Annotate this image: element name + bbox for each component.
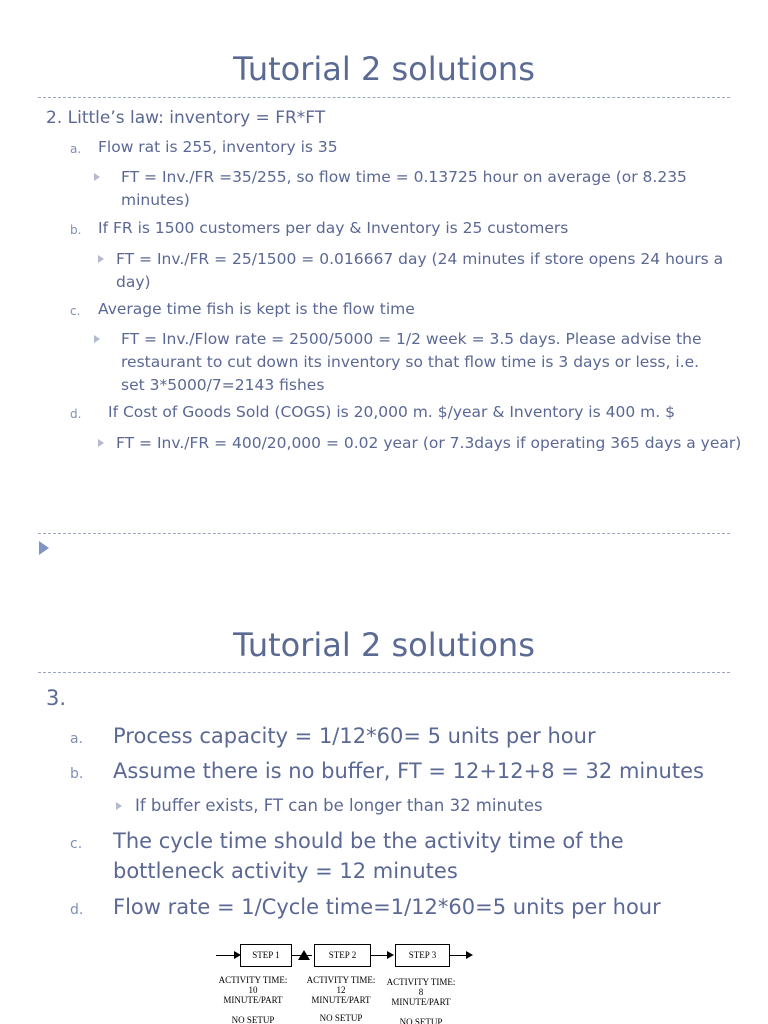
flow-arrow (216, 955, 236, 956)
marker-d: d. (70, 407, 82, 421)
bullet-icon (98, 439, 104, 447)
marker-c: c. (70, 304, 81, 318)
item-2c-sub-line1: FT = Inv./Flow rate = 2500/5000 = 1/2 week = 3.5 days. Please advise the (121, 330, 702, 348)
marker-a: a. (70, 142, 82, 156)
marker-b: b. (70, 766, 84, 782)
item-2a: Flow rat is 255, inventory is 35 (98, 138, 338, 156)
item-2: 2. Little’s law: inventory = FR*FT (46, 108, 326, 128)
arrow-head-icon (466, 951, 473, 959)
marker-c: c. (70, 836, 83, 852)
item-2b-sub-line1: FT = Inv./FR = 25/1500 = 0.016667 day (24 minutes if store opens 24 hours a (116, 250, 724, 268)
step-1-box: STEP 1 (240, 944, 292, 967)
marker-a: a. (70, 731, 84, 747)
item-3a: Process capacity = 1/12*60= 5 units per hour (113, 724, 596, 748)
slide2-title: Tutorial 2 solutions (233, 626, 535, 664)
marker-d: d. (70, 902, 84, 918)
slide1-title: Tutorial 2 solutions (233, 50, 535, 88)
item-2c-sub-line2: restaurant to cut down its inventory so that flow time is 3 days or less, i.e. (121, 353, 700, 371)
slide-nav-arrow-icon[interactable] (39, 541, 49, 555)
bullet-icon (116, 802, 122, 810)
step-1-info: ACTIVITY TIME: 10 MINUTE/PART NO SETUP (218, 975, 288, 1024)
bullet-icon (94, 173, 100, 181)
item-2c: Average time fish is kept is the flow time (98, 300, 415, 318)
item-2b-sub-line2: day) (116, 273, 151, 291)
slide1-title-divider (38, 97, 730, 98)
step-2-info: ACTIVITY TIME: 12 MINUTE/PART NO SETUP (306, 975, 376, 1023)
item-2a-sub-line2: minutes) (121, 191, 190, 209)
step-3-box: STEP 3 (395, 944, 450, 967)
item-3b: Assume there is no buffer, FT = 12+12+8 = 32 minutes (113, 759, 704, 783)
item-2b: If FR is 1500 customers per day & Inventory is 25 customers (98, 219, 569, 237)
item-3d: Flow rate = 1/Cycle time=1/12*60=5 units per hour (113, 895, 661, 919)
item-3b-sub: If buffer exists, FT can be longer than 32 minutes (135, 796, 543, 815)
slide1-footer-divider (38, 533, 730, 534)
bullet-icon (98, 255, 104, 263)
item-3c-line1: The cycle time should be the activity time of the (113, 829, 624, 853)
arrow-head-icon (387, 951, 394, 959)
process-flow-diagram (214, 940, 494, 1024)
item-2d-sub: FT = Inv./FR = 400/20,000 = 0.02 year (or 7.3days if operating 365 days a year) (116, 434, 742, 452)
flow-arrow (292, 955, 312, 956)
step-2-box: STEP 2 (314, 944, 371, 967)
item-2a-sub-line1: FT = Inv./FR =35/255, so flow time = 0.13725 hour on average (or 8.235 (121, 168, 687, 186)
item-2d: If Cost of Goods Sold (COGS) is 20,000 m. $/year & Inventory is 400 m. $ (108, 403, 675, 421)
item-2c-sub-line3: set 3*5000/7=2143 fishes (121, 376, 325, 394)
marker-b: b. (70, 223, 82, 237)
bullet-icon (94, 335, 100, 343)
step-3-info: ACTIVITY TIME: 8 MINUTE/PART NO SETUP (386, 977, 456, 1024)
item-3c-line2: bottleneck activity = 12 minutes (113, 859, 458, 883)
slide2-title-divider (38, 672, 730, 673)
item-3: 3. (46, 686, 67, 710)
